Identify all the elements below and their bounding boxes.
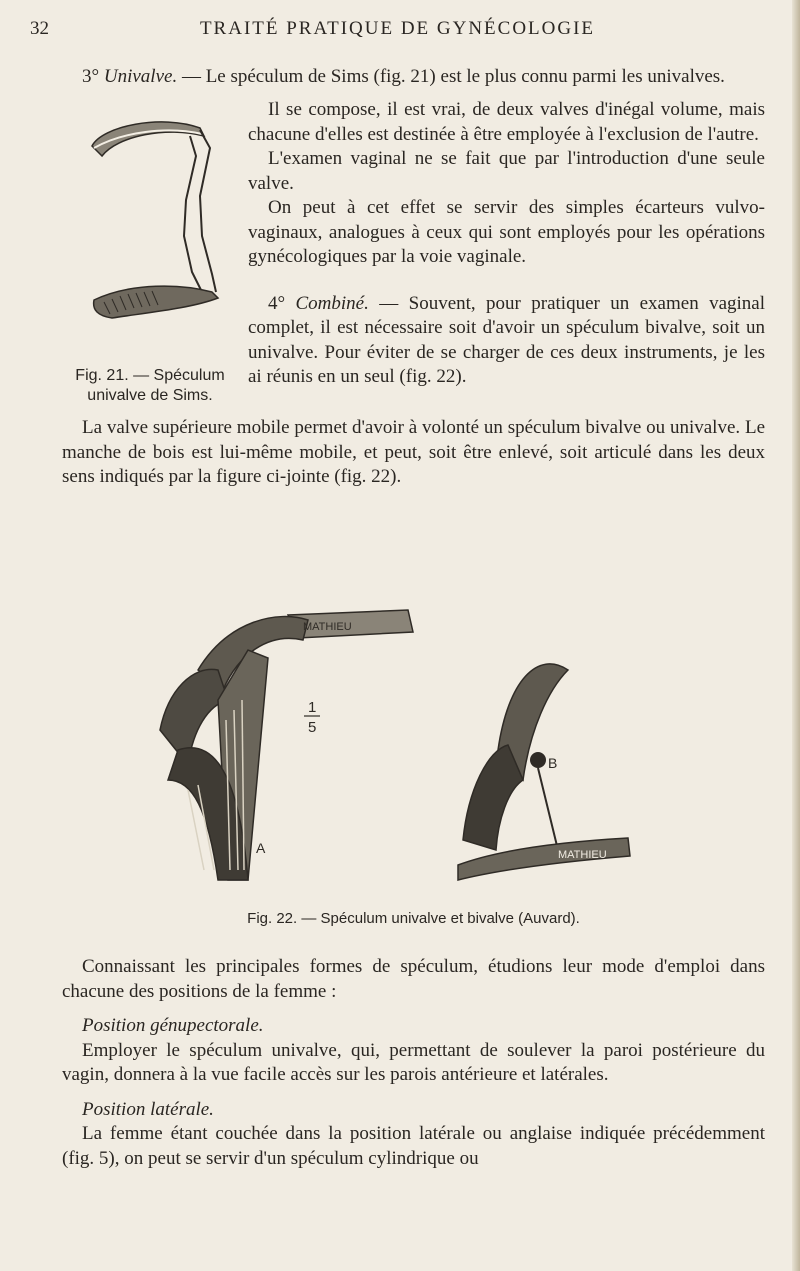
sims-speculum-illustration — [72, 96, 272, 360]
running-title: TRAITÉ PRATIQUE DE GYNÉCOLOGIE — [199, 18, 596, 39]
label-b: B — [548, 755, 558, 771]
paragraph: Il se compose, il est vrai, de deux valves d'inégal volume, mais chacune d'elles est destinée à être employée à l'exclusion de l'autre. — [248, 99, 765, 145]
figure-22-caption: Fig. 22. — Spéculum univalve et bivalve (Auvard). — [247, 910, 580, 927]
figure-21-sims-speculum — [72, 96, 272, 360]
section-text: — Le spéculum de Sims (fig. 21) est le plus connu parmi les univalves. — [177, 66, 725, 87]
section-combined — [248, 292, 765, 390]
section-number: 3° — [82, 66, 100, 87]
scale-numerator: 1 — [308, 699, 317, 716]
page-edge — [792, 0, 800, 1271]
figure-22-combined-speculum — [138, 580, 638, 900]
paragraph: La femme étant couchée dans la position latérale ou anglaise indiquée précédemment (fig. 5), on peut se servir d'un spéculum cylindrique ou — [62, 1123, 765, 1169]
paragraph: L'examen vaginal ne se fait que par l'introduction d'une seule valve. — [248, 148, 765, 194]
maker-mark-b: MATHIEU — [558, 849, 607, 861]
section-title: Univalve. — [103, 66, 178, 87]
maker-mark-a: MATHIEU — [303, 621, 352, 633]
position-title: Position génupectorale. — [82, 1015, 264, 1036]
section-number: 4° — [268, 292, 286, 314]
section-univalve-intro — [62, 65, 765, 90]
paragraph: On peut à cet effet se servir des simples écarteurs vulvo-vaginaux, analogues à ceux qui sont employés pour les opérations gynécologiques par la voie vaginale. — [248, 197, 765, 267]
label-a: A — [256, 840, 266, 856]
paragraph-valve: La valve supérieure mobile permet d'avoir à volonté un spéculum bivalve ou univalve. Le manche de bois est lui-même mobile, et peut, soit être enlevé, soit articulé dans les deux sens indiqués par la figure ci-jointe (fig. 22). — [62, 417, 765, 487]
figure-21-caption: Fig. 21. — Spéculum univalve de Sims. — [75, 367, 225, 404]
section-title: Combiné. — [295, 292, 369, 314]
paragraph: Employer le spéculum univalve, qui, permettant de soulever la paroi postérieure du vagin, donnera à la vue facile accès sur les parois antérieure et latérales. — [62, 1039, 765, 1085]
combined-speculum-illustration — [138, 580, 638, 900]
paragraph: Connaissant les principales formes de spéculum, étudions leur mode d'emploi dans chacune des positions de la femme : — [62, 956, 765, 1002]
position-title: Position latérale. — [82, 1098, 214, 1120]
page-number: 32 — [30, 18, 49, 39]
scale-denominator: 5 — [308, 719, 317, 736]
section-text: — Souvent, pour pratiquer un examen vaginal complet, il est nécessaire soit d'avoir un spéculum bivalve, soit un univalve. Pour éviter de se charger de ces deux instruments, je les ai réunis en un seul (fig. 22). — [248, 292, 766, 387]
page-header — [30, 14, 765, 44]
text-positions — [62, 955, 765, 1171]
text-column-right — [248, 98, 765, 390]
